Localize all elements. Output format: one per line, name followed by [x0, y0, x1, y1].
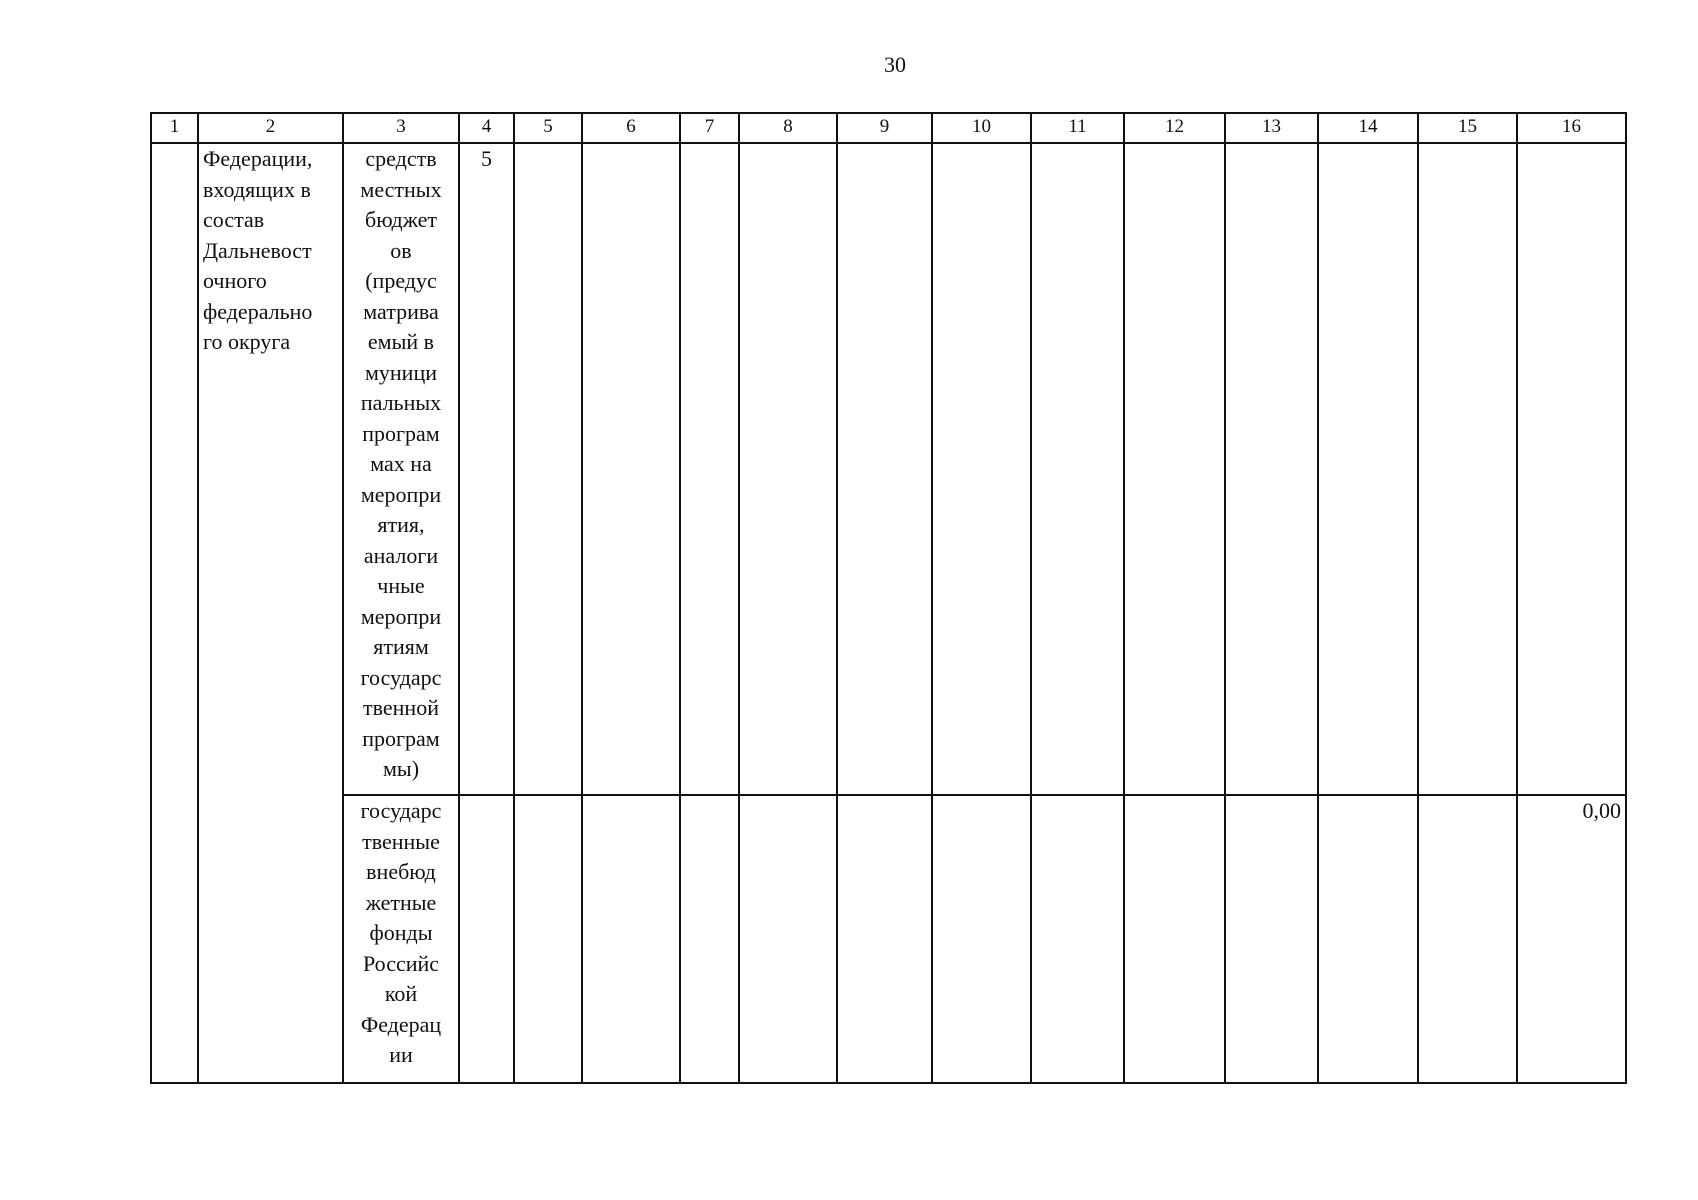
- header-cell: 10: [932, 113, 1031, 143]
- table-cell: [1225, 795, 1318, 1083]
- source-text: средств местных бюджет ов (предус матрива емый в муници пальных програм мах на меропри ятия, аналоги чные меропри ятиям государс твенной програм мы): [360, 146, 442, 781]
- table-cell: [739, 143, 837, 795]
- table-cell: [837, 795, 932, 1083]
- header-cell: 3: [343, 113, 459, 143]
- table-cell: [459, 795, 514, 1083]
- header-cell: 1: [151, 113, 198, 143]
- budget-table: [150, 112, 1627, 1084]
- header-cell: 9: [837, 113, 932, 143]
- table-cell: [582, 143, 680, 795]
- header-cell: 7: [680, 113, 739, 143]
- table-row: [151, 795, 1626, 1083]
- header-row: [151, 113, 1626, 143]
- header-cell: 8: [739, 113, 837, 143]
- table-cell: [514, 795, 582, 1083]
- table-cell: [932, 795, 1031, 1083]
- header-cell: 4: [459, 113, 514, 143]
- table-cell: [1318, 795, 1418, 1083]
- table-cell: [1318, 143, 1418, 795]
- table-cell: [932, 143, 1031, 795]
- region-cell: [198, 143, 343, 1083]
- header-cell: 16: [1517, 113, 1626, 143]
- table-cell: [582, 795, 680, 1083]
- header-cell: 11: [1031, 113, 1124, 143]
- table-cell: [1031, 143, 1124, 795]
- source-cell: [343, 795, 459, 1083]
- table-cell: [739, 795, 837, 1083]
- source-cell: [343, 143, 459, 795]
- header-cell: 6: [582, 113, 680, 143]
- source-text: государс твенные внебюд жетные фонды Российс кой Федерац ии: [360, 798, 442, 1067]
- table-cell: [680, 795, 739, 1083]
- table-cell: [1124, 795, 1225, 1083]
- header-cell: 12: [1124, 113, 1225, 143]
- table-cell: [837, 143, 932, 795]
- header-cell: 13: [1225, 113, 1318, 143]
- table-cell: [151, 143, 198, 1083]
- code-cell: 5: [459, 143, 514, 795]
- table-cell: [1418, 143, 1517, 795]
- table-cell: [1225, 143, 1318, 795]
- page-number: 30: [884, 52, 906, 77]
- table-row: [151, 143, 1626, 795]
- table-cell: [680, 143, 739, 795]
- table-cell: [514, 143, 582, 795]
- table-cell: [1418, 795, 1517, 1083]
- value-cell: 0,00: [1517, 795, 1626, 1083]
- header-cell: 2: [198, 113, 343, 143]
- header-cell: 14: [1318, 113, 1418, 143]
- table-cell: [1031, 795, 1124, 1083]
- header-cell: 5: [514, 113, 582, 143]
- table-cell: [1124, 143, 1225, 795]
- header-cell: 15: [1418, 113, 1517, 143]
- table-cell: [1517, 143, 1626, 795]
- region-text: Федерации, входящих в состав Дальневост очного федерально го округа: [203, 146, 313, 354]
